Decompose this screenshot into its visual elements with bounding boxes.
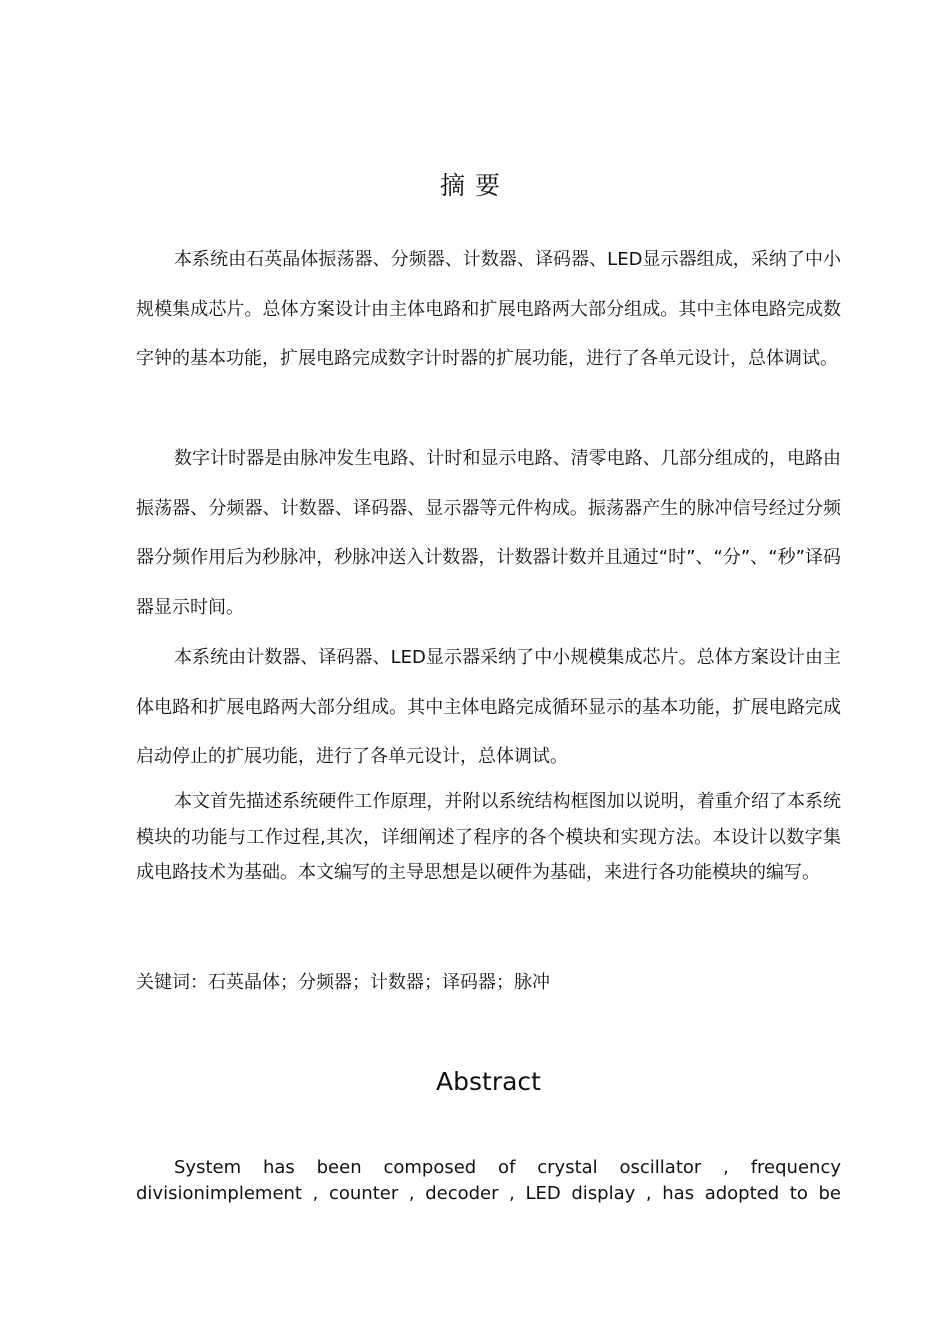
abstract-paragraph-3: 本系统由计数器、译码器、LED显示器采纳了中小规模集成芯片。总体方案设计由主体电路和扩展电路两大部分组成。其中主体电路完成循环显示的基本功能，扩展电路完成启动停止的扩展功能，进行了各单元设计，总体调试。 bbox=[136, 647, 841, 768]
english-abstract-line-1: System has been composed of crystal oscillator , frequency bbox=[174, 1157, 841, 1178]
chinese-abstract-title: 摘要 bbox=[439, 171, 510, 200]
english-abstract-body bbox=[136, 1155, 841, 1207]
abstract-paragraph-2: 数字计时器是由脉冲发生电路、计时和显示电路、清零电路、几部分组成的，电路由振荡器、分频器、计数器、译码器、显示器等元件构成。振荡器产生的脉冲信号经过分频器分频作用后为秒脉冲，秒脉冲送入计数器，计数器计数并且通过“时”、“分”、“秒”译码器显示时间。 bbox=[136, 448, 841, 618]
keywords-line: 关键词：石英晶体；分频器；计数器；译码器；脉冲 bbox=[136, 972, 550, 993]
abstract-paragraph-1: 本系统由石英晶体振荡器、分频器、计数器、译码器、LED显示器组成，采纳了中小规模集成芯片。总体方案设计由主体电路和扩展电路两大部分组成。其中主体电路完成数字钟的基本功能，扩展电路完成数字计时器的扩展功能，进行了各单元设计，总体调试。 bbox=[136, 249, 841, 370]
abstract-paragraph-4: 本文首先描述系统硬件工作原理，并附以系统结构框图加以说明，着重介绍了本系统模块的功能与工作过程,其次，详细阐述了程序的各个模块和实现方法。本设计以数字集成电路技术为基础。本文编写的主导思想是以硬件为基础，来进行各功能模块的编写。 bbox=[136, 791, 841, 883]
english-abstract-title: Abstract bbox=[436, 1067, 541, 1096]
english-abstract-line-2: divisionimplement , counter , decoder , LED display , has adopted to be bbox=[136, 1183, 841, 1204]
